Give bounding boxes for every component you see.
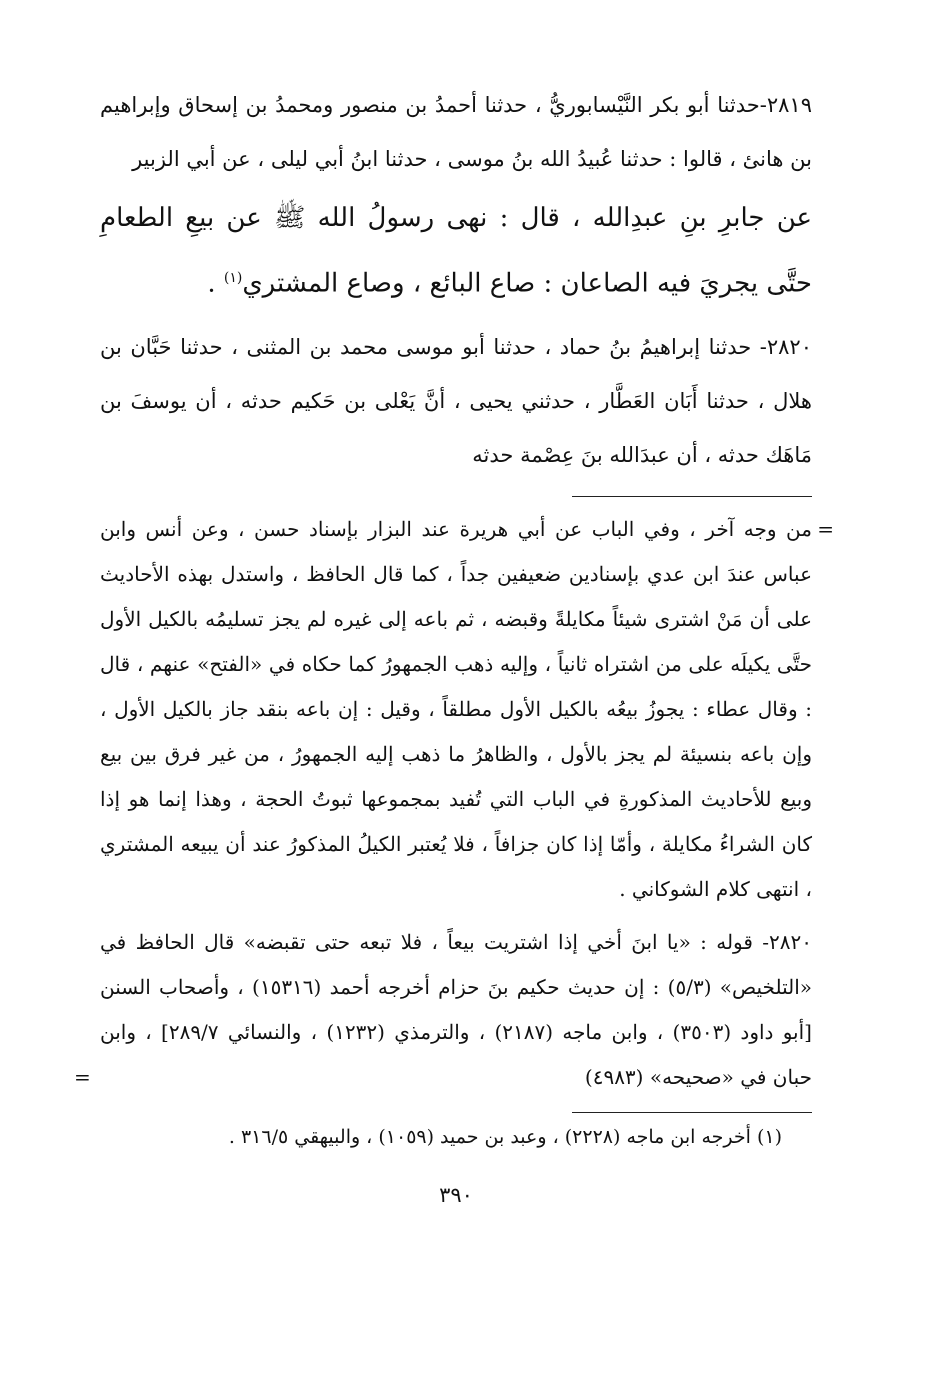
commentary-paragraph-1 — [100, 507, 834, 912]
hadith-2820-chain: ٢٨٢٠- حدثنا إبراهيمُ بنُ حماد ، حدثنا أبو موسى محمد بن المثنى ، حدثنا حَبَّان بن هلال ، حدثنا أَبَان العَطَّار ، حدثني يحيى ، أنَّ يَعْلى بن حَكيم حدثه ، أن يوسفَ بن مَاهَك حدثه ، أن عبدَالله بنَ عِصْمة حدثه — [100, 334, 812, 467]
hadith-2819-matn-end: . — [207, 268, 224, 299]
book-page — [74, 78, 834, 1338]
hadith-2819-matn — [100, 188, 812, 314]
footnote-reference[interactable]: (١) — [223, 270, 243, 286]
hadith-2819-matn-text: عن جابرِ بنِ عبدِالله ، قال : نهى رسولُ الله ﷺ عن بيعِ الطعامِ حتَّى يجريَ فيه الصاعان : صاع البائع ، وصاع المشتري — [100, 203, 812, 299]
commentary-paragraph-2 — [74, 920, 812, 1100]
commentary-paragraph-1-text: من وجه آخر ، وفي الباب عن أبي هريرة عند البزار بإسناد حسن ، وعن أنس وابن عباس عندَ ابن عدي بإسنادين ضعيفين جداً ، كما قال الحافظ ، واستدل بهذه الأحاديث على أن مَنْ اشترى شيئاً مكايلةً وقبضه ، ثم باعه إلى غيره لم يجز تسليمُه بالكيل الأول حتَّى يكيلَه على من اشتراه ثانياً ، وإليه ذهب الجمهورُ كما حكاه في «الفتح» عنهم ، قال : وقال عطاء : يجوزُ بيعُه بالكيل الأول مطلقاً ، وقيل : إن باعه بنقد جاز بالكيل الأول ، وإن باعه بنسيئة لم يجز بالأول ، والظاهرُ ما ذهب إليه الجمهورُ ، من غير فرق بين بيع وبيع للأحاديث المذكورةِ في الباب التي تُفيد بمجموعها ثبوتُ الحجة ، وهذا إنما هو إذا كان الشراءُ مكايلة ، وأمّا إذا كان جزافاً ، فلا يُعتبر الكيلُ المذكورُ عند أن يبيعه المشتري ، انتهى كلام الشوكاني . — [100, 516, 812, 901]
footnote-divider — [572, 1112, 812, 1113]
page-number: ٣٩٠ — [439, 1182, 473, 1207]
commentary-divider — [572, 496, 812, 497]
footnote-1: (١) أخرجه ابن ماجه (٢٢٢٨) ، وعبد بن حميد (١٠٥٩) ، والبيهقي ٣١٦/٥ . — [228, 1125, 782, 1148]
continuation-mark-start: = — [817, 516, 834, 541]
commentary-paragraph-2-text: ٢٨٢٠- قوله : «يا ابنَ أخي إذا اشتريت بيعاً ، فلا تبعه حتى تقبضه» قال الحافظ في «التلخيص» (٥/٣) : إن حديث حكيم بنَ حزام أخرجه أحمد (١٥٣١٦) ، وأصحاب السنن [أبو داود (٣٥٠٣) ، وابن ماجه (٢١٨٧) ، والترمذي (١٢٣٢) ، والنسائي ٢٨٩/٧] ، وابن حبان في «صحيحه» (٤٩٨٣) — [100, 929, 812, 1089]
hadith-2819-chain: ٢٨١٩-حدثنا أبو بكر النَّيْسابوريُّ ، حدثنا أحمدُ بن منصور ومحمدُ بن إسحاق وإبراهيم بن هانئ ، قالوا : حدثنا عُبيدُ الله بنُ موسى ، حدثنا ابنُ أبي ليلى ، عن أبي الزبير — [100, 93, 812, 171]
continuation-mark-end: = — [74, 1064, 91, 1089]
